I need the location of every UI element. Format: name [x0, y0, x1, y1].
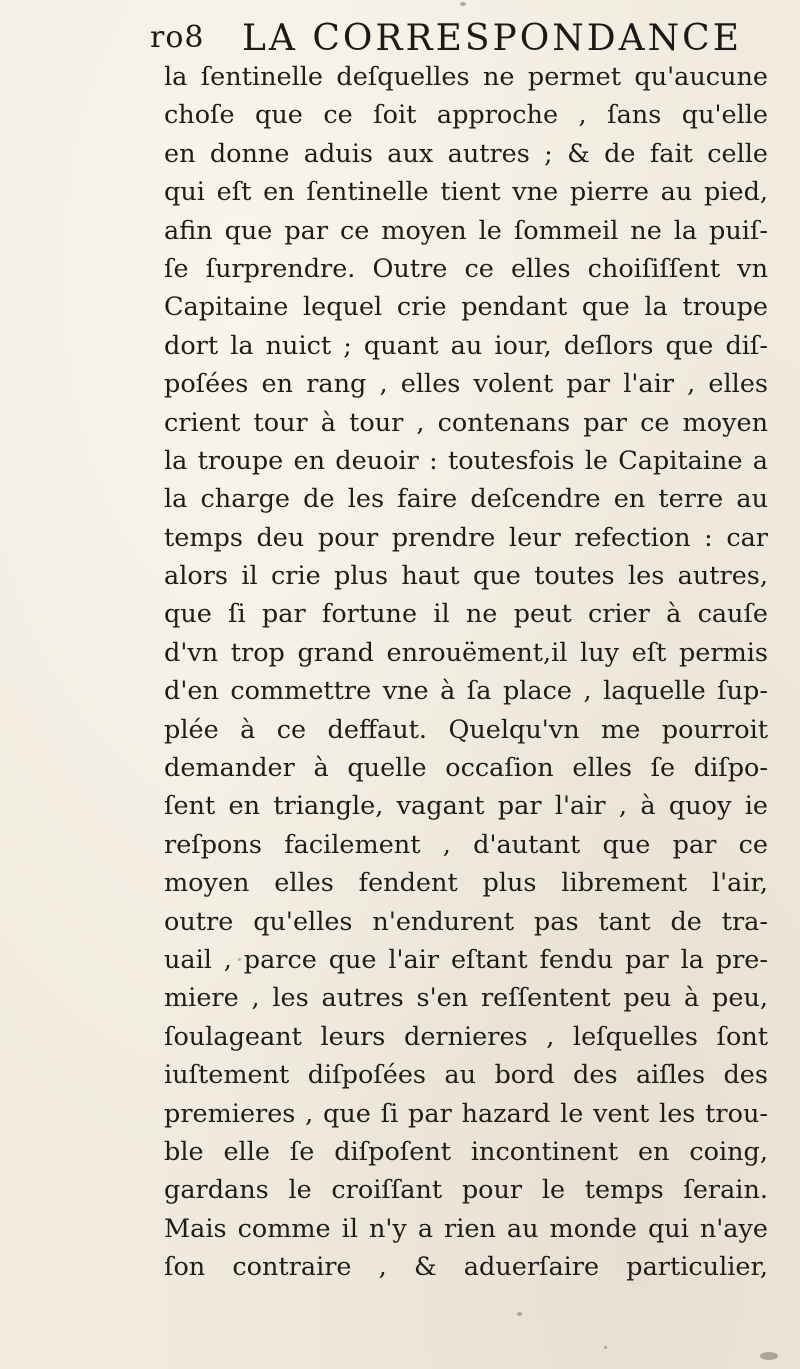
text-line: moyen elles fendent plus librement l'air, — [164, 868, 768, 899]
text-line: la ſentinelle deſquelles ne permet qu'aucune — [164, 62, 768, 92]
text-line: plée à ce deffaut. Quelqu'vn me pourroit — [164, 714, 768, 745]
text-line: afin que par ce moyen le ſommeil ne la puiſ- — [164, 215, 768, 246]
text-line: crient tour à tour , contenans par ce moyen — [164, 407, 768, 438]
paper-speck — [604, 1346, 607, 1349]
text-line: ſon contraire , & aduerſaire particulier, — [164, 1252, 768, 1283]
text-line: gardans le croiſſant pour le temps ſerain. — [164, 1175, 768, 1206]
text-line: la troupe en deuoir : toutesfois le Capitaine a — [164, 445, 768, 476]
page-number: ro8 — [150, 20, 205, 55]
text-line: ſoulageant leurs dernieres , leſquelles ſont — [164, 1021, 768, 1052]
text-line: ſent en triangle, vagant par l'air , à quoy ie — [164, 791, 768, 822]
text-line: outre qu'elles n'endurent pas tant de tra- — [164, 906, 768, 937]
text-line: poſées en rang , elles volent par l'air , elles — [164, 369, 768, 400]
text-line: d'en commettre vne à ſa place , laquelle ſup- — [164, 676, 768, 707]
text-line: alors il crie plus haut que toutes les autres, — [164, 561, 768, 592]
text-line: d'vn trop grand enrouëment,il luy eſt permis — [164, 637, 768, 668]
text-line: choſe que ce ſoit approche , ſans qu'elle — [164, 100, 768, 131]
text-line: iuſtement diſpoſées au bord des aiſles des — [164, 1060, 768, 1091]
text-line: en donne aduis aux autres ; & de fait celle — [164, 138, 768, 169]
text-line: dort la nuict ; quant au iour, deſlors que diſ- — [164, 330, 768, 361]
body-text — [164, 58, 768, 1287]
text-line: la charge de les faire deſcendre en terre au — [164, 484, 768, 515]
text-line: ſe ſurprendre. Outre ce elles choiſiſſent vn — [164, 253, 768, 284]
paper-speck — [517, 1312, 522, 1316]
text-line: premieres , que ſi par hazard le vent les trou- — [164, 1098, 768, 1129]
running-head: LA CORRESPONDANCE — [242, 18, 742, 59]
text-line: qui eſt en ſentinelle tient vne pierre au pied, — [164, 177, 768, 208]
text-line: reſpons facilement , d'autant que par ce — [164, 829, 768, 860]
paper-speck — [760, 1352, 778, 1360]
text-line: demander à quelle occaſion elles ſe diſpo- — [164, 753, 768, 784]
text-line: miere , les autres s'en reſſentent peu à peu, — [164, 983, 768, 1014]
text-line: temps deu pour prendre leur refection : car — [164, 522, 768, 553]
text-line: Mais comme il n'y a rien au monde qui n'aye — [164, 1213, 768, 1244]
page-header — [150, 14, 770, 62]
text-line: uail , parce que l'air eſtant fendu par la pre- — [164, 944, 768, 975]
paper-speck — [460, 2, 466, 6]
text-line: Capitaine lequel crie pendant que la troupe — [164, 292, 768, 323]
text-line: ble elle ſe diſpoſent incontinent en coing, — [164, 1136, 768, 1167]
text-line: que ſi par fortune il ne peut crier à cauſe — [164, 599, 768, 630]
paper-speck — [238, 958, 241, 961]
